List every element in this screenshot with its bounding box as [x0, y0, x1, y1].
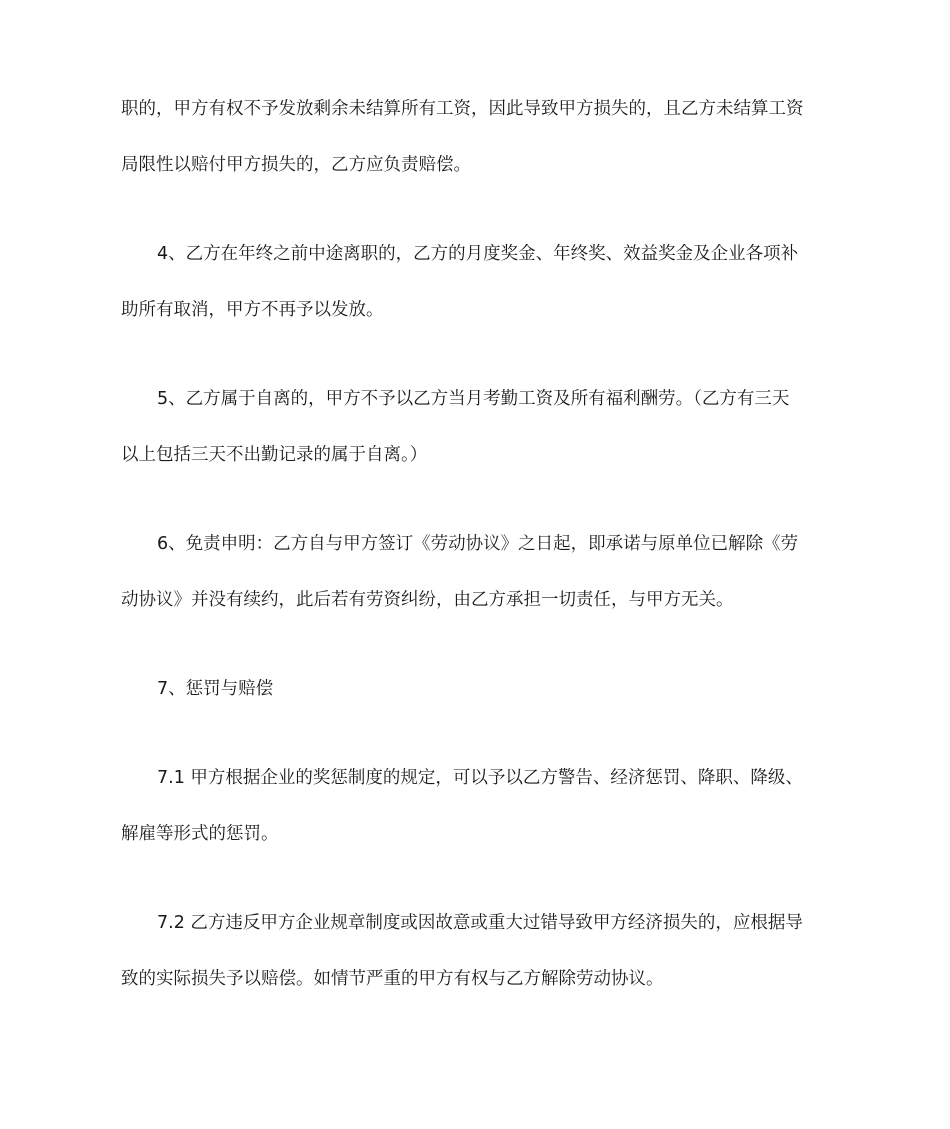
text-line: 以上包括三天不出勤记录的属于自离。） — [121, 445, 428, 465]
paragraph-5-line: 5、乙方属于自离的，甲方不予以乙方当月考勤工资及所有福利酬劳。（乙方有三天 — [157, 389, 790, 409]
text-line: 致的实际损失予以赔偿。如情节严重的甲方有权与乙方解除劳动协议。 — [121, 969, 664, 989]
text-line: 动协议》并没有续约，此后若有劳资纠纷，由乙方承担一切责任，与甲方无关。 — [121, 590, 734, 610]
text-line: 解雇等形式的惩罚。 — [121, 824, 279, 844]
text-line: 局限性以赔付甲方损失的，乙方应负责赔偿。 — [121, 155, 471, 175]
text-line: 职的，甲方有权不予发放剩余未结算所有工资，因此导致甲方损失的，且乙方未结算工资 — [121, 99, 804, 119]
section-heading: 7、惩罚与赔偿 — [157, 679, 274, 699]
paragraph-7-2-line: 7.2 乙方违反甲方企业规章制度或因故意或重大过错导致甲方经济损失的，应根据导 — [157, 913, 803, 933]
paragraph-4-line: 4、乙方在年终之前中途离职的，乙方的月度奖金、年终奖、效益奖金及企业各项补 — [157, 244, 799, 264]
paragraph-6-line: 6、免责申明：乙方自与甲方签订《劳动协议》之日起，即承诺与原单位已解除《劳 — [157, 534, 799, 554]
paragraph-7-1-line: 7.1 甲方根据企业的奖惩制度的规定，可以予以乙方警告、经济惩罚、降职、降级、 — [157, 768, 803, 788]
text-line: 助所有取消，甲方不再予以发放。 — [121, 300, 384, 320]
